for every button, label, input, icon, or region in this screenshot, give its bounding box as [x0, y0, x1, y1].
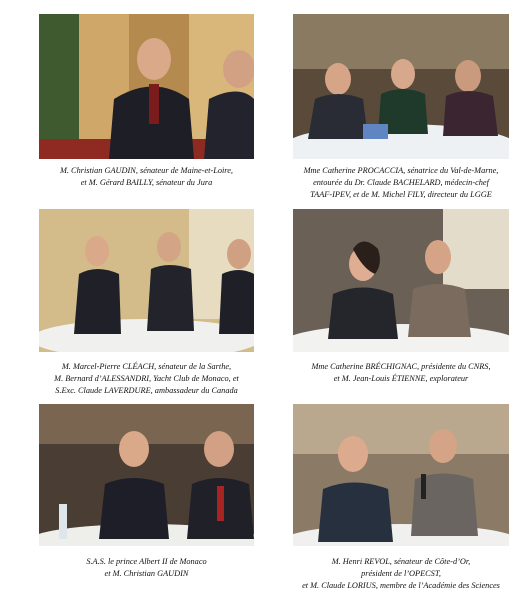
caption-photo-4: Mme Catherine BRÉCHIGNAC, présidente du CNRS, et M. Jean-Louis ÉTIENNE, explorateur	[311, 362, 491, 383]
caption-photo-2: Mme Catherine PROCACCIA, sénatrice du Val-de-Marne, entourée du Dr. Claude BACHELARD, médecin-chef TAAF-IPEV, et de M. Michel FILY, directeur du LGGE	[303, 166, 499, 199]
caption-photo-3: M. Marcel-Pierre CLÉACH, sénateur de la Sarthe, M. Bernard d’ALESSANDRI, Yacht Club de Monaco, et S.Exc. Claude LAVERDURE, ambassadeur du Canada	[54, 362, 239, 395]
photo-cleach-alessandri-laverdure	[39, 209, 254, 352]
caption-photo-1: M. Christian GAUDIN, sénateur de Maine-et-Loire, et M. Gérard BAILLY, sénateur du Jura	[60, 166, 233, 187]
photo-procaccia-bachelard-fily	[293, 14, 509, 159]
caption-photo-6: M. Henri REVOL, sénateur de Côte-d’Or, président de l’OPECST, et M. Claude LORIUS, membre de l’Académie des Sciences	[302, 557, 500, 590]
photo-gaudin-bailly	[39, 14, 254, 159]
photo-brechignac-etienne	[293, 209, 509, 352]
photo-revol-lorius	[293, 404, 509, 546]
photo-albert-gaudin	[39, 404, 254, 546]
caption-photo-5: S.A.S. le prince Albert II de Monaco et M. Christian GAUDIN	[86, 557, 207, 578]
